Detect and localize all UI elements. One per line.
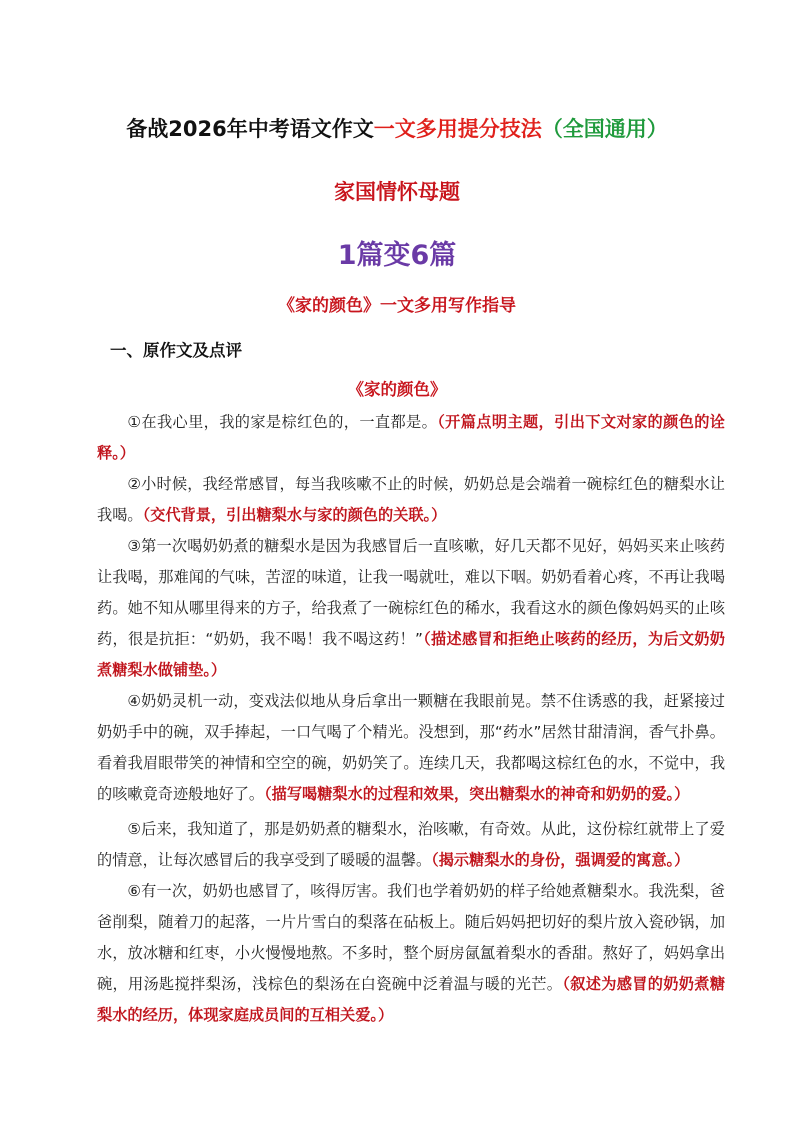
document-title — [0, 113, 794, 143]
essay-paragraph-3 — [97, 531, 725, 686]
paragraph-text: ①在我心里，我的家是棕红色的，一直都是。 — [127, 413, 438, 431]
essay-paragraph-1 — [97, 407, 725, 469]
essay-paragraph-4 — [97, 686, 725, 810]
title-part-exam: 备战2026年中考语文作文 — [126, 117, 374, 141]
paragraph-text: ⑥有一次，奶奶也感冒了，咳得厉害。我们也学着奶奶的样子给她煮糖梨水。我洗梨，爸爸削梨，随着刀的起落，一片片雪白的梨落在砧板上。随后妈妈把切好的梨片放入瓷砂锅，加水，放冰糖和红枣，小火慢慢地熬。不多时，整个厨房氤氲着梨水的香甜。熬好了，妈妈拿出碗，用汤匙搅拌梨汤，浅棕色的梨汤在白瓷碗中泛着温与暖的光芒。 — [97, 882, 725, 993]
paragraph-comment: （开篇点明主题，引出下文对家的颜色的诠释。） — [97, 413, 725, 462]
paragraph-text: ②小时候，我经常感冒，每当我咳嗽不止的时候，奶奶总是会端着一碗棕红色的糖梨水让我喝。 — [97, 475, 725, 524]
essay-paragraph-6 — [97, 876, 725, 1031]
paragraph-comment: （叙述为感冒的奶奶煮糖梨水的经历，体现家庭成员间的互相关爱。） — [97, 975, 726, 1024]
paragraph-comment: （交代背景，引出糖梨水与家的颜色的关联。） — [142, 506, 447, 524]
paragraph-comment: （揭示糖梨水的身份，强调爱的寓意。） — [431, 851, 690, 869]
essay-paragraph-5 — [97, 814, 725, 876]
paragraph-text: ④奶奶灵机一动，变戏法似地从身后拿出一颗糖在我眼前晃。禁不住诱惑的我，赶紧接过奶奶手中的碗，双手捧起，一口气喝了个精光。没想到，那“药水”居然甘甜清润，香气扑鼻。看着我眉眼带笑的神情和空空的碗，奶奶笑了。连续几天，我都喝这棕红色的水，不觉中，我的咳嗽竟奇迹般地好了。 — [97, 692, 725, 803]
document-subtitle: 家国情怀母题 — [334, 180, 460, 204]
essay-paragraph-2 — [97, 469, 725, 531]
paragraph-text: ③第一次喝奶奶煮的糖梨水是因为我感冒后一直咳嗽，好几天都不见好，妈妈买来止咳药让我喝，那难闻的气味，苦涩的味道，让我一喝就吐，难以下咽。奶奶看着心疼，不再让我喝药。她不知从哪里得来的方子，给我煮了一碗棕红色的稀水，我看这水的颜色像妈妈买的止咳药，很是抗拒：“奶奶，我不喝！我不喝这药！” — [97, 537, 725, 648]
section-heading: 一、原作文及点评 — [110, 341, 242, 360]
title-part-scope: （全国通用） — [541, 117, 668, 141]
guide-title: 《家的颜色》一文多用写作指导 — [278, 296, 516, 316]
paragraph-comment: （描述感冒和拒绝止咳药的经历，为后文奶奶煮糖梨水做铺垫。） — [97, 630, 725, 679]
paragraph-comment: （描写喝糖梨水的过程和效果，突出糖梨水的神奇和奶奶的爱。） — [264, 785, 690, 803]
title-part-technique: 一文多用提分技法 — [373, 117, 542, 141]
paragraph-text: ⑤后来，我知道了，那是奶奶煮的糖梨水，治咳嗽，有奇效。从此，这份棕红就带上了爱的情意，让每次感冒后的我享受到了暖暖的温馨。 — [97, 820, 725, 869]
essay-title: 《家的颜色》 — [347, 380, 447, 399]
document-tagline: 1篇变6篇 — [337, 240, 457, 271]
